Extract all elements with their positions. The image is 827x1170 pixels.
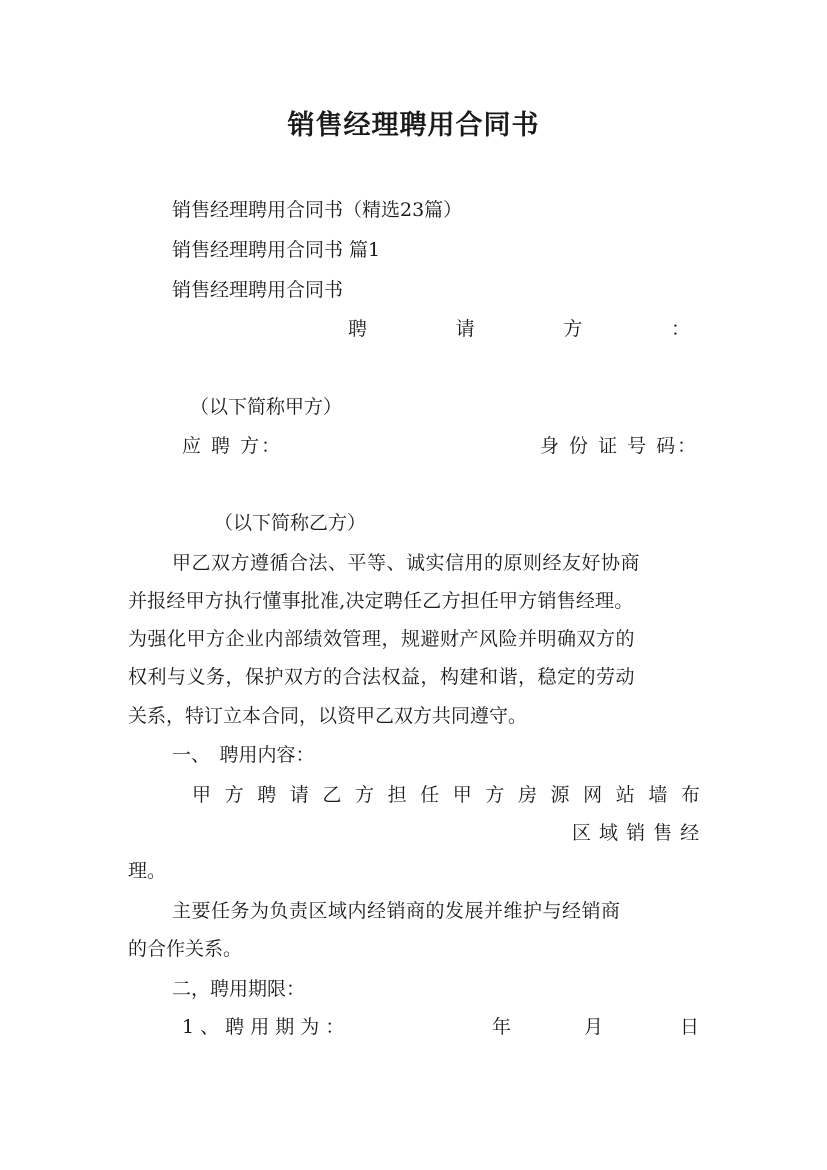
employee-label: 应 聘 方：: [182, 435, 283, 457]
paragraph-line: 甲乙双方遵循合法、平等、诚实信用的原则经友好协商: [172, 552, 641, 574]
duty-char: 网: [583, 784, 603, 806]
duty-char: 方: [224, 784, 244, 806]
paragraph-line: 的合作关系。: [128, 938, 243, 960]
duty-char: 方: [485, 784, 505, 806]
duty-line-end: 理。: [128, 860, 167, 882]
paragraph-line: 为强化甲方企业内部绩效管理，规避财产风险并明确双方的: [128, 628, 636, 650]
document-title: 销售经理聘用合同书: [287, 110, 540, 141]
duty-char: 布: [680, 784, 700, 806]
party-a-note: （以下简称甲方）: [190, 396, 343, 418]
subtitle-line: 销售经理聘用合同书（精选23篇）: [172, 199, 463, 221]
duty-char: 请: [289, 784, 309, 806]
duty-char: 乙: [322, 784, 342, 806]
employer-char: 请: [455, 318, 475, 340]
duty-char: 房: [517, 784, 537, 806]
duty-char: 源: [550, 784, 570, 806]
term-day: 日: [680, 1016, 700, 1038]
duty-char: 聘: [257, 784, 277, 806]
duty-char: 甲: [452, 784, 472, 806]
section-one-heading: 一、 聘用内容：: [172, 744, 315, 766]
duty-char: 甲: [192, 784, 212, 806]
term-year: 年: [492, 1016, 512, 1038]
contract-name-line: 销售经理聘用合同书: [172, 279, 344, 301]
paragraph-line: 权利与义务，保护双方的合法权益，构建和谐，稳定的劳动: [128, 666, 636, 688]
section-heading: 销售经理聘用合同书 篇1: [172, 239, 381, 261]
employer-char: ：: [670, 318, 690, 340]
duty-line-continued: 区 域 销 售 经: [572, 822, 701, 844]
employer-char: 聘: [348, 318, 368, 340]
duty-char: 站: [615, 784, 635, 806]
term-label: 1 、 聘 用 期 为 ：: [182, 1016, 345, 1038]
employer-char: 方: [563, 318, 583, 340]
section-two-heading: 二，聘用期限：: [172, 978, 306, 1000]
duty-char: 墙: [648, 784, 668, 806]
id-number-label: 身 份 证 号 码：: [540, 435, 699, 457]
duty-line: [192, 782, 700, 808]
duty-char: 担: [387, 784, 407, 806]
party-b-note: （以下简称乙方）: [214, 512, 367, 534]
paragraph-line: 关系，特订立本合同，以资甲乙双方共同遵守。: [128, 705, 528, 727]
paragraph-line: 并报经甲方执行懂事批准,决定聘任乙方担任甲方销售经理。: [128, 590, 634, 612]
duty-char: 任: [420, 784, 440, 806]
employer-line: [348, 316, 690, 342]
term-month: 月: [584, 1016, 604, 1038]
duty-char: 方: [354, 784, 374, 806]
paragraph-line: 主要任务为负责区域内经销商的发展并维护与经销商: [172, 900, 621, 922]
